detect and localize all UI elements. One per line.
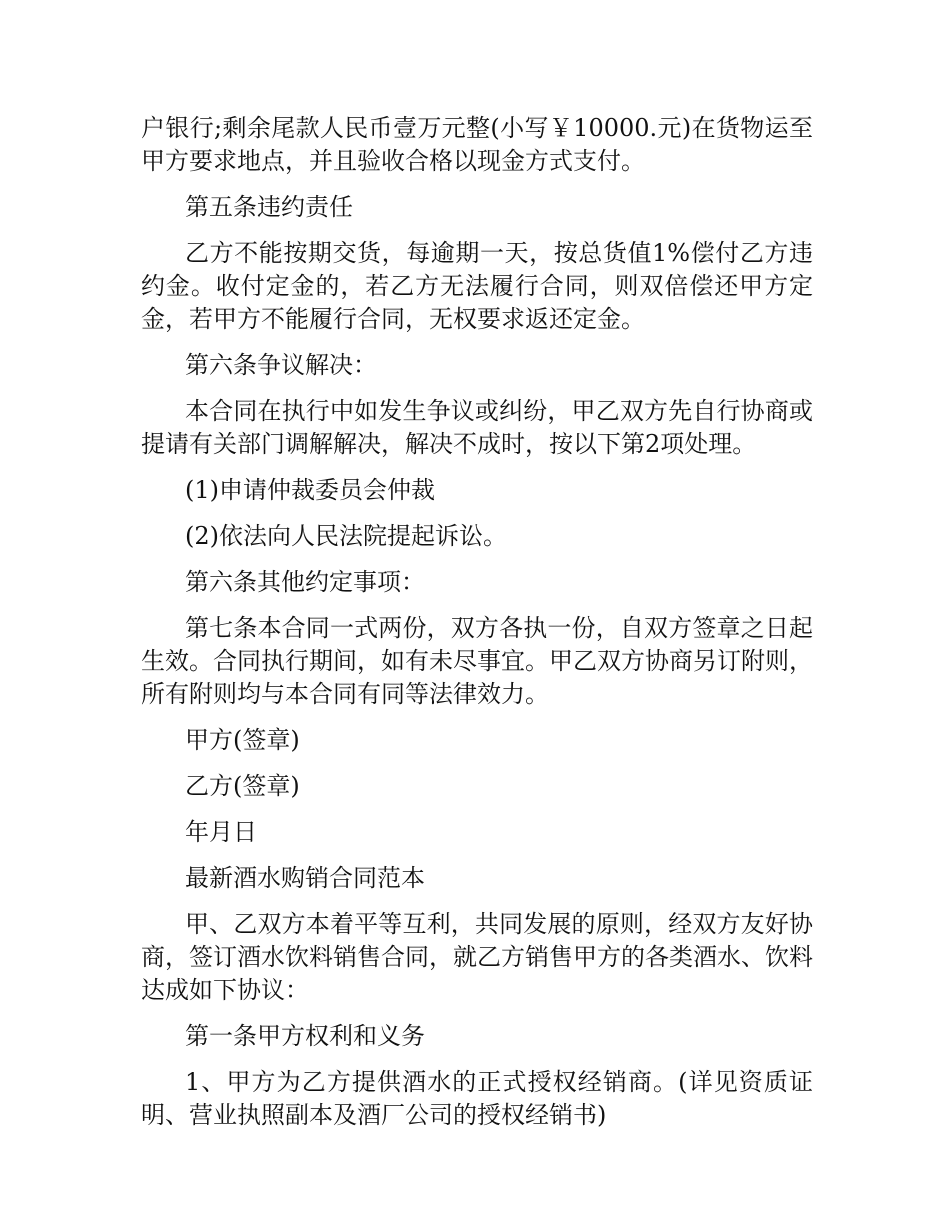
paragraph-preamble: 甲、乙双方本着平等互利，共同发展的原则，经双方友好协商，签订酒水饮料销售合同，就乙方销售甲方的各类酒水、饮料达成如下协议： <box>141 910 813 1004</box>
paragraph-payment-balance: 户银行;剩余尾款人民币壹万元整(小写￥10000.元)在货物运至甲方要求地点，并且验收合格以现金方式支付。 <box>141 114 813 175</box>
list-item-arbitration: (1)申请仲裁委员会仲裁 <box>185 476 435 504</box>
heading-article-5-breach: 第五条违约责任 <box>185 193 353 221</box>
heading-other-matters: 第六条其他约定事项： <box>185 568 425 596</box>
paragraph-clause-1: 1、甲方为乙方提供酒水的正式授权经销商。(详见资质证明、营业执照副本及酒厂公司的授权经销书) <box>141 1068 813 1129</box>
document-body <box>141 112 813 1145</box>
list-item-litigation: (2)依法向人民法院提起诉讼。 <box>185 522 507 550</box>
signature-party-b: 乙方(签章) <box>185 772 300 800</box>
signature-date: 年月日 <box>185 818 257 846</box>
paragraph-article-7: 第七条本合同一式两份，双方各执一份，自双方签章之日起生效。合同执行期间，如有未尽事宜。甲乙双方协商另订附则，所有附则均与本合同有同等法律效力。 <box>141 614 813 708</box>
paragraph-breach-terms: 乙方不能按期交货，每逾期一天，按总货值1%偿付乙方违约金。收付定金的，若乙方无法履行合同，则双倍偿还甲方定金，若甲方不能履行合同，无权要求返还定金。 <box>141 239 813 333</box>
signature-party-a: 甲方(签章) <box>185 726 300 754</box>
contract-title: 最新酒水购销合同范本 <box>185 864 425 892</box>
paragraph-dispute-terms: 本合同在执行中如发生争议或纠纷，甲乙双方先自行协商或提请有关部门调解解决，解决不成时，按以下第2项处理。 <box>141 397 813 458</box>
heading-article-1-rights: 第一条甲方权利和义务 <box>185 1022 425 1050</box>
heading-article-6-dispute: 第六条争议解决： <box>185 351 377 379</box>
